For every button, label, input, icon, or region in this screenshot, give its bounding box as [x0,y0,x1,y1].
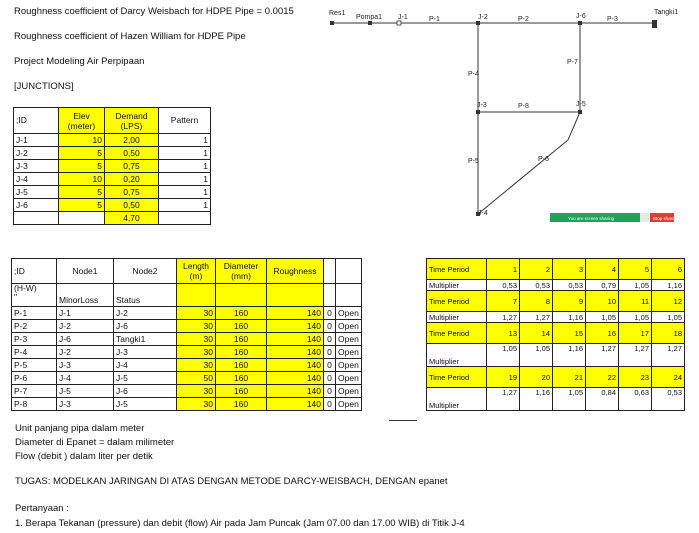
junction-pattern: 1 [159,173,211,186]
pattern-multiplier-value: 1,16 [520,388,553,411]
label-j1: J-1 [398,14,408,21]
label-j2: J-2 [478,14,488,21]
pipe-minorloss: 0 [324,359,336,372]
pipe-node2: J-2 [114,307,177,320]
pattern-multiplier-value: 0,53 [652,388,685,411]
pattern-period-value: 20 [520,367,553,388]
pattern-time-label: Time Period [427,323,487,344]
pipe-id: P-2 [12,320,57,333]
tank-node[interactable] [652,20,657,28]
pipe-node2: J-6 [114,320,177,333]
junction-id: J-4 [14,173,59,186]
pattern-period-value: 14 [520,323,553,344]
label-p4: P-4 [468,71,479,78]
pattern-multiplier-value: 0,79 [586,280,619,291]
pattern-period-value: 11 [619,291,652,312]
pipe-status: Open [336,359,362,372]
pipe-header-blank [336,259,362,284]
pattern-multiplier-value: 1,16 [553,312,586,323]
pipe-diameter: 160 [216,359,267,372]
pattern-period-value: 21 [553,367,586,388]
share-settings-button[interactable] [640,213,649,222]
junction-row [14,160,211,173]
pipe-length: 30 [177,359,216,372]
pattern-period-value: 5 [619,259,652,280]
junction-row [14,134,211,147]
pipe-node1: J-2 [57,320,114,333]
pattern-period-value: 6 [652,259,685,280]
divider-dash [389,420,417,421]
label-p2: P-2 [518,16,529,23]
pipe-row [12,320,362,333]
pipe-node1: J-4 [57,372,114,385]
pattern-table [426,258,685,411]
pipe-length: 30 [177,346,216,359]
pattern-multiplier-value: 1,16 [553,344,586,367]
pipe-length: 50 [177,372,216,385]
junction-node-j2[interactable] [476,21,480,25]
junction-header-id: ;ID [14,108,59,134]
junction-node-j6[interactable] [578,21,582,25]
junction-elev: 10 [59,134,105,147]
pipe-id: P-7 [12,385,57,398]
label-res1: Res1 [329,10,346,17]
pipe-node2: J-3 [114,346,177,359]
junction-id: J-6 [14,199,59,212]
pattern-period-value: 19 [487,367,520,388]
pattern-period-value: 7 [487,291,520,312]
pattern-multiplier-value: 1,16 [652,280,685,291]
junction-demand: 0,20 [105,173,159,186]
pattern-multiplier-row [427,388,685,411]
question-title: Pertanyaan : [15,503,69,514]
label-tangki1: Tangki1 [654,9,679,16]
junction-row [14,199,211,212]
pipe-length: 30 [177,398,216,411]
junction-row [14,147,211,160]
pipe-node1: J-5 [57,385,114,398]
pattern-period-value: 18 [652,323,685,344]
pipe-status: Open [336,372,362,385]
pattern-multiplier-value: 1,27 [586,344,619,367]
note-flow-unit: Flow (debit ) dalam liter per detik [15,451,153,462]
pipe-roughness: 140 [267,346,324,359]
label-pump1: Pompa1 [356,14,383,21]
junction-header-elev: Elev (meter) [59,108,105,134]
pattern-time-row [427,291,685,312]
pipe-node1: J-3 [57,398,114,411]
pipe-status: Open [336,346,362,359]
pipe-status: Open [336,307,362,320]
pattern-period-value: 17 [619,323,652,344]
pipe-diameter: 160 [216,346,267,359]
junction-demand: 0,75 [105,160,159,173]
label-p1: P-1 [429,16,440,23]
pipe-node2: Tangki1 [114,333,177,346]
pipe-row [12,398,362,411]
pipe-subheader-blank [324,284,336,307]
junction-demand: 0,75 [105,186,159,199]
junctions-table [13,107,211,225]
pattern-multiplier-value: 1,05 [586,312,619,323]
pipe-status: Open [336,398,362,411]
pipe-roughness: 140 [267,398,324,411]
junction-node-j5[interactable] [578,110,582,114]
pipe-length: 30 [177,320,216,333]
note-diameter-unit: Diameter di Epanet = dalam milimeter [15,437,175,448]
pipe-id: P-1 [12,307,57,320]
pipe-length: 30 [177,307,216,320]
pipe-minorloss: 0 [324,346,336,359]
pipe-id: P-3 [12,333,57,346]
pattern-multiplier-value: 1,27 [487,388,520,411]
pattern-multiplier-value: 0,53 [520,280,553,291]
junction-row [14,186,211,199]
pattern-multiplier-value: 1,05 [619,312,652,323]
pattern-period-value: 3 [553,259,586,280]
pipes-table [11,258,362,411]
question-1: 1. Berapa Tekanan (pressure) dan debit (flow) Air pada Jam Puncak (Jam 07.00 dan 17.00 WIB) di Titik J-4 [15,518,465,529]
pipe-roughness: 140 [267,333,324,346]
pipe-id: P-6 [12,372,57,385]
pattern-time-row [427,259,685,280]
junction-elev: 5 [59,160,105,173]
label-j3: J-3 [477,102,487,109]
pattern-multiplier-label: Multiplier [427,312,487,323]
junction-demand: 0,50 [105,147,159,160]
label-p6: P-6 [538,156,549,163]
pipe-status: Open [336,333,362,346]
pipe-diameter: 160 [216,398,267,411]
pattern-multiplier-value: 1,05 [652,312,685,323]
pattern-period-value: 2 [520,259,553,280]
label-p5: P-5 [468,158,479,165]
pipe-diameter: 160 [216,333,267,346]
stop-share-text: Stop share [653,216,675,221]
pattern-multiplier-value: 1,27 [520,312,553,323]
junction-node-j3[interactable] [476,110,480,114]
pipe-subheader-hw-label: (H-W) [14,283,37,293]
pipe-roughness: 140 [267,359,324,372]
pattern-multiplier-row [427,312,685,323]
junction-elev: 5 [59,199,105,212]
junction-id: J-3 [14,160,59,173]
pattern-multiplier-value: 1,27 [619,344,652,367]
junction-elev: 10 [59,173,105,186]
label-p7: P-7 [567,59,578,66]
pipe-minorloss: 0 [324,372,336,385]
pattern-multiplier-value: 0,84 [586,388,619,411]
junction-demand: 0,50 [105,199,159,212]
pipe-node1: J-3 [57,359,114,372]
pattern-multiplier-value: 1,05 [520,344,553,367]
doc-title-hazen: Roughness coefficient of Hazen William for HDPE Pipe [14,31,246,42]
label-j5: J-5 [576,101,586,108]
screen-share-text: You are screen sharing [568,216,615,221]
pattern-multiplier-value: 0,63 [619,388,652,411]
pattern-multiplier-value: 1,05 [619,280,652,291]
pipe-diameter: 160 [216,372,267,385]
pipe-node1: J-6 [57,333,114,346]
doc-title-project: Project Modeling Air Perpipaan [14,56,145,67]
task-text: TUGAS: MODELKAN JARINGAN DI ATAS DENGAN METODE DARCY-WEISBACH, DENGAN epanet [15,476,448,487]
pipe-subheader-blank [336,284,362,307]
pipe-id: P-8 [12,398,57,411]
pipe-minorloss: 0 [324,333,336,346]
pipe-node2: J-4 [114,359,177,372]
pattern-period-value: 24 [652,367,685,388]
pipe-row [12,372,362,385]
label-p3: P-3 [607,16,618,23]
pattern-period-value: 10 [586,291,619,312]
pattern-multiplier-value: 1,05 [487,344,520,367]
network-diagram [318,0,699,232]
pattern-period-value: 16 [586,323,619,344]
junction-id: J-1 [14,134,59,147]
pipe-node1: J-2 [57,346,114,359]
pipe-subheader-minorloss: MinorLoss [57,284,114,307]
pipe-length: 30 [177,385,216,398]
pipe-diameter: 160 [216,320,267,333]
junction-total-spacer [14,212,59,225]
pipe-status: Open [336,385,362,398]
pattern-multiplier-label: Multiplier [427,388,487,411]
junction-demand: 2,00 [105,134,159,147]
pipe-row [12,359,362,372]
pattern-time-label: Time Period [427,291,487,312]
pipe-minorloss: 0 [324,398,336,411]
pattern-multiplier-label: Multiplier [427,280,487,291]
pipe-header-id: ;ID [12,259,57,284]
junction-pattern: 1 [159,160,211,173]
junction-id: J-5 [14,186,59,199]
pipe-roughness: 140 [267,320,324,333]
pattern-period-value: 13 [487,323,520,344]
junction-pattern: 1 [159,186,211,199]
junction-header-pattern: Pattern [159,108,211,134]
junction-id: J-2 [14,147,59,160]
pattern-period-value: 12 [652,291,685,312]
pattern-period-value: 1 [487,259,520,280]
pipe-minorloss: 0 [324,307,336,320]
pattern-time-label: Time Period [427,367,487,388]
pipe-header-diameter: Diameter (mm) [216,259,267,284]
junction-total-spacer [159,212,211,225]
pipe-node2: J-5 [114,398,177,411]
note-length-unit: Unit panjang pipa dalam meter [15,423,145,434]
pattern-multiplier-value: 1,27 [487,312,520,323]
pattern-multiplier-value: 0,53 [553,280,586,291]
pipe-diameter: 160 [216,307,267,320]
junction-node-j1[interactable] [397,21,401,25]
pipe-subheader-blank [216,284,267,307]
pattern-period-value: 15 [553,323,586,344]
label-p8: P-8 [518,103,529,110]
pattern-time-label: Time Period [427,259,487,280]
pattern-multiplier-value: 0,53 [487,280,520,291]
pipe-id: P-5 [12,359,57,372]
pipe-length: 30 [177,333,216,346]
label-j6: J-6 [576,13,586,20]
pipe-header-roughness: Roughness [267,259,324,284]
pattern-period-value: 23 [619,367,652,388]
doc-title-darcy: Roughness coefficient of Darcy Weisbach for HDPE Pipe = 0.0015 [14,6,294,17]
pipe-node1: J-1 [57,307,114,320]
pipe-subheader-blank [177,284,216,307]
pipe-minorloss: 0 [324,320,336,333]
pipe-header-blank [324,259,336,284]
pipe-id: P-4 [12,346,57,359]
pattern-period-value: 8 [520,291,553,312]
pattern-multiplier-row [427,344,685,367]
pipe-subheader-hw [12,284,57,307]
pattern-time-row [427,367,685,388]
junction-header-demand: Demand (LPS) [105,108,159,134]
junction-pattern: 1 [159,147,211,160]
junction-elev: 5 [59,186,105,199]
pipe-row [12,333,362,346]
label-j4: J-4 [478,210,488,217]
junction-total-spacer [59,212,105,225]
junction-elev: 5 [59,147,105,160]
pattern-multiplier-label: Multiplier [427,344,487,367]
junction-pattern: 1 [159,134,211,147]
pipe-row [12,307,362,320]
pipe-node2: J-6 [114,385,177,398]
pattern-time-row [427,323,685,344]
pipe-row [12,385,362,398]
pattern-multiplier-row [427,280,685,291]
pipe-subheader-status: Status [114,284,177,307]
pattern-multiplier-value: 1,05 [553,388,586,411]
pipe-diameter: 160 [216,385,267,398]
reservoir-node[interactable] [330,21,334,25]
pipe-subheader-mark: " [14,292,18,302]
pump-node[interactable] [368,21,372,25]
pipe-header-node1: Node1 [57,259,114,284]
pattern-period-value: 9 [553,291,586,312]
section-junctions: [JUNCTIONS] [14,81,74,92]
junction-demand-total: 4,70 [105,212,159,225]
junction-row [14,173,211,186]
pipe-subheader-blank [267,284,324,307]
pipe-header-length: Length (m) [177,259,216,284]
pattern-multiplier-value: 1,27 [652,344,685,367]
junction-pattern: 1 [159,199,211,212]
pipe-roughness: 140 [267,307,324,320]
pipe-row [12,346,362,359]
pipe-p6 [478,112,580,214]
pipe-node2: J-5 [114,372,177,385]
pipe-roughness: 140 [267,385,324,398]
pipe-status: Open [336,320,362,333]
pipe-header-node2: Node2 [114,259,177,284]
pipe-roughness: 140 [267,372,324,385]
pipe-minorloss: 0 [324,385,336,398]
pattern-period-value: 4 [586,259,619,280]
pattern-period-value: 22 [586,367,619,388]
